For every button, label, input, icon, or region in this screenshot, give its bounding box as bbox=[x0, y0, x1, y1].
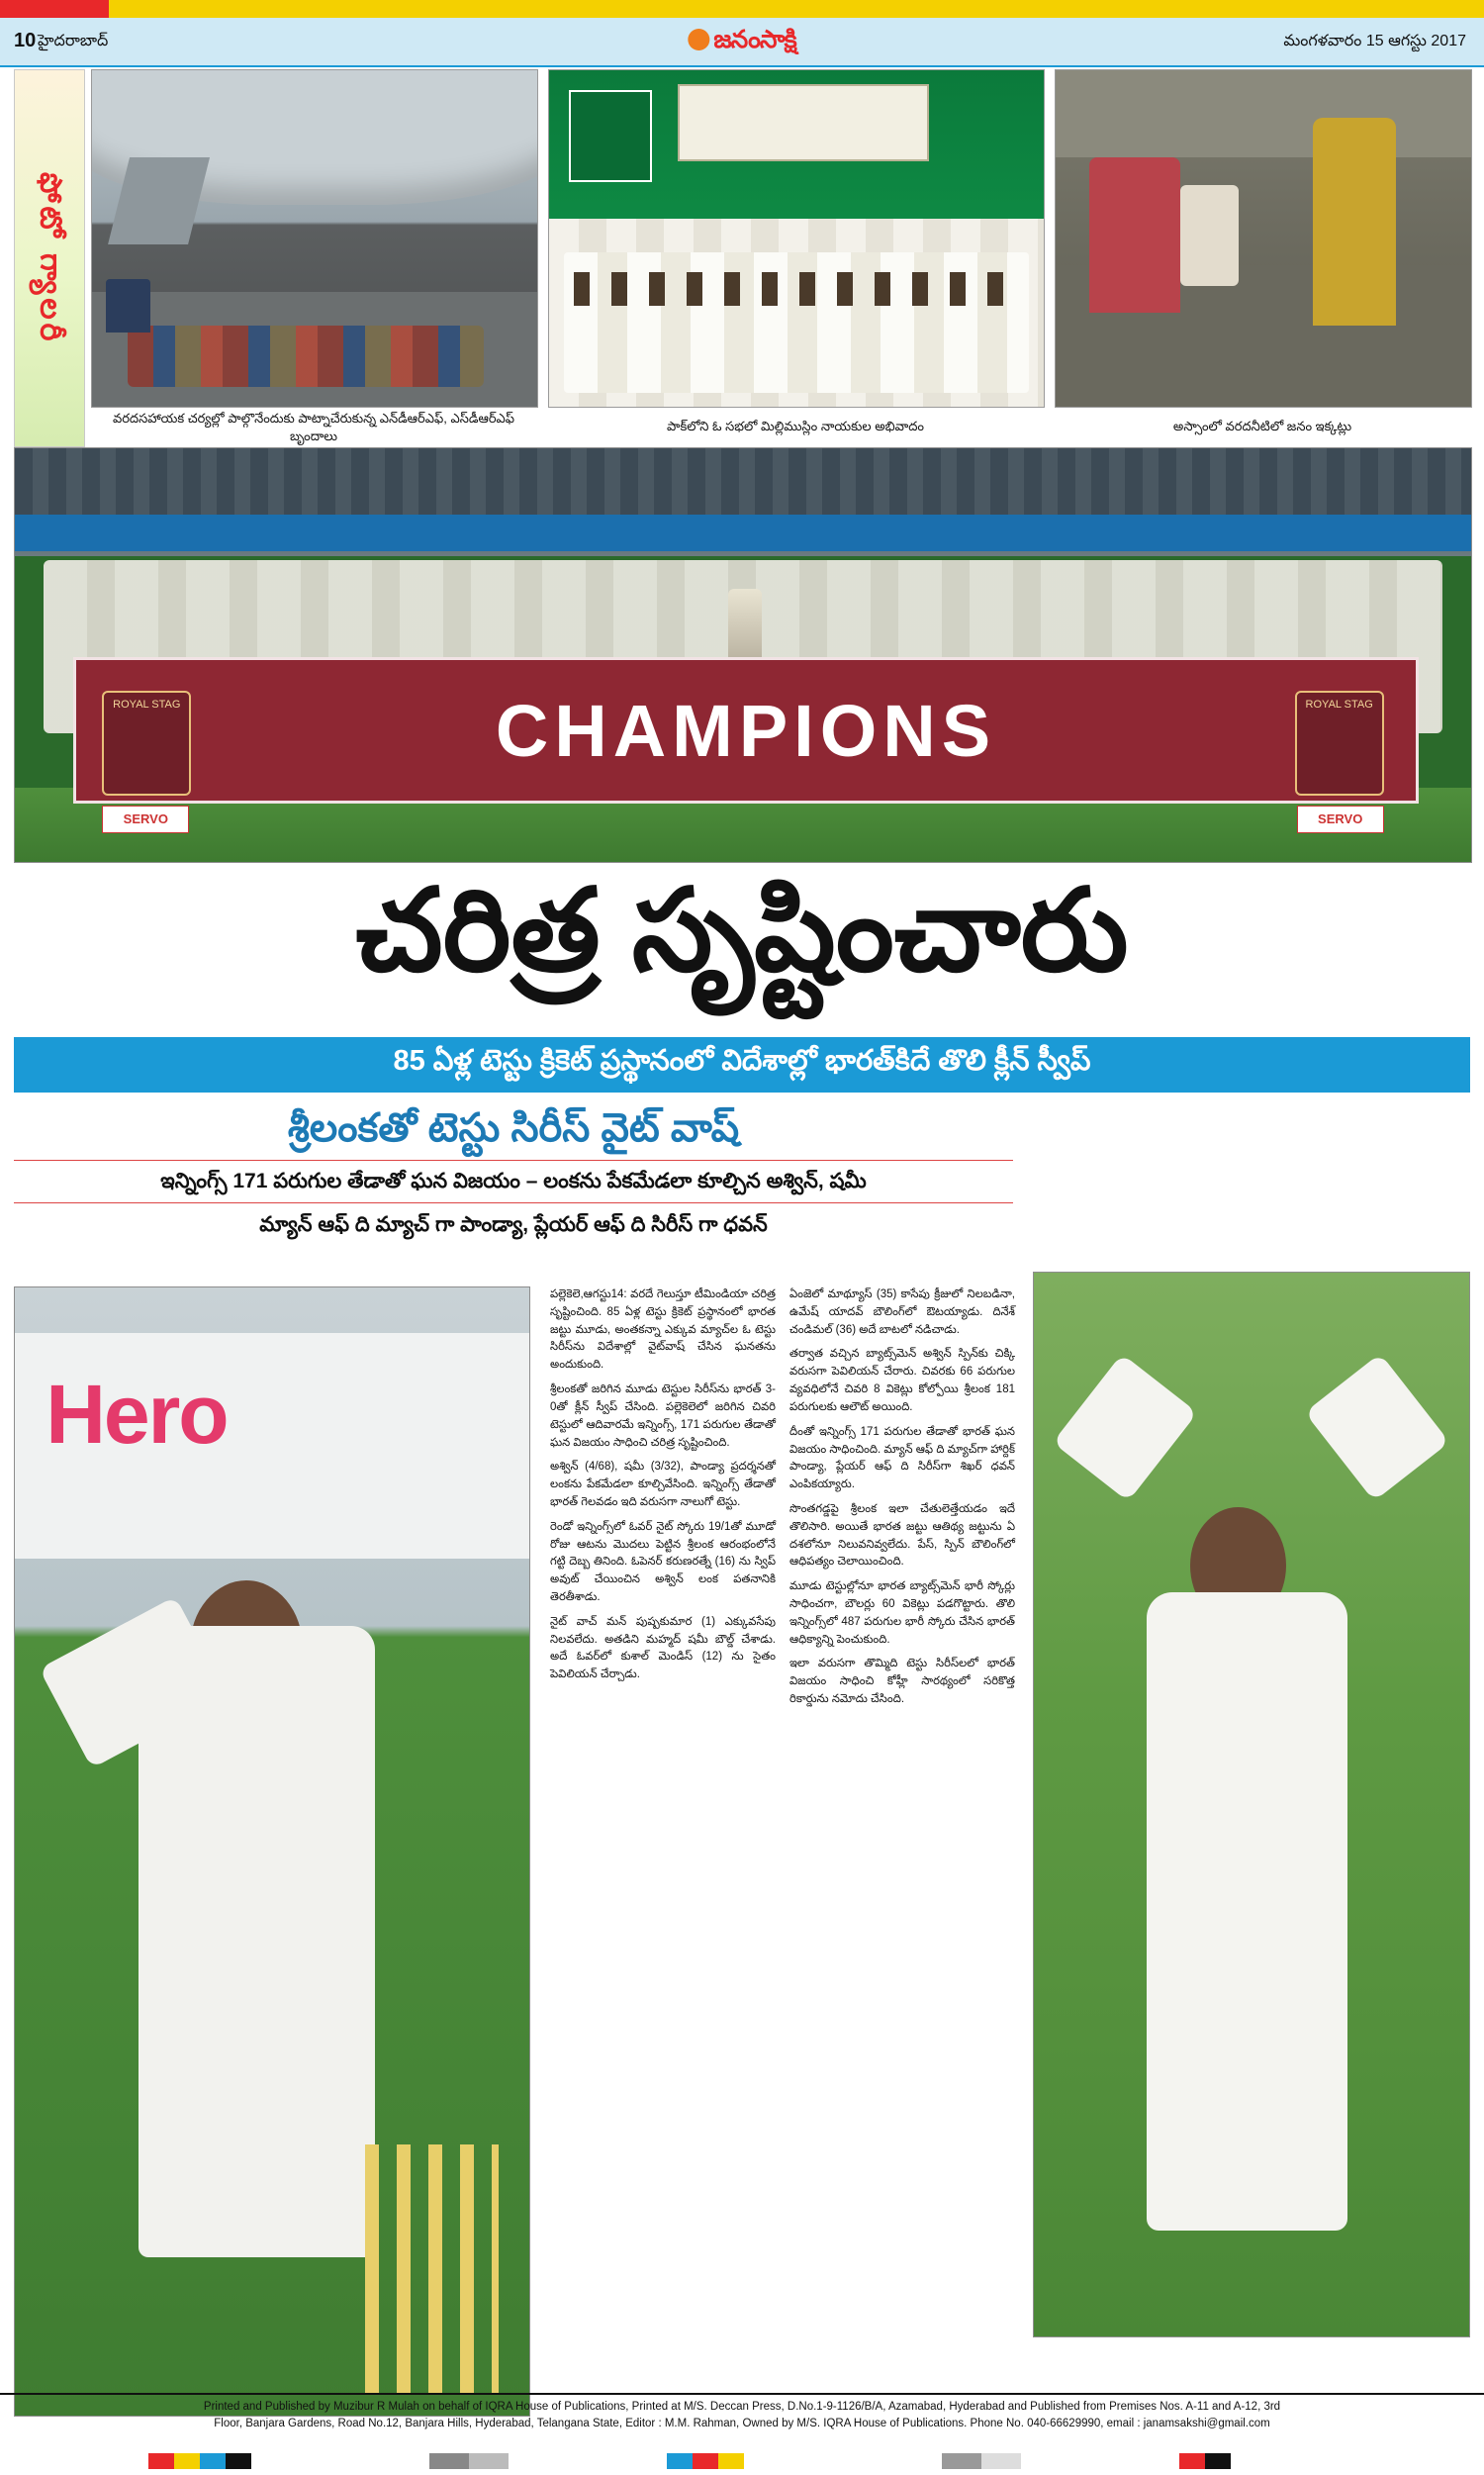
gallery-caption-2: పాక్‌లోని ఓ సభలో మిల్లిముస్లిం నాయకుల అభివాదం bbox=[666, 419, 925, 433]
stumps-icon bbox=[365, 2144, 499, 2393]
subhead-primary: శ్రీలంకతో టెస్టు సిరీస్ వైట్ వాష్ bbox=[287, 1106, 740, 1150]
registration-color-bar bbox=[0, 2453, 1484, 2469]
article-paragraph: ఇలా వరుసగా తొమ్మిది టెస్టు సిరీస్‌లలో భారత్ విజయం సాధించి కోహ్లీ సారథ్యంలో సరికొత్త రికార్డును నమోదు చేసింది. bbox=[789, 1658, 1015, 1706]
logo-text: జనంసాక్షి bbox=[713, 26, 796, 53]
gallery-photo-1 bbox=[91, 69, 538, 408]
divider-1 bbox=[14, 1160, 1013, 1161]
gallery-caption-3: అస్సాంలో వరదనీటిలో జనం ఇక్కట్లు bbox=[1172, 419, 1352, 433]
ribbon-strapline: 85 ఏళ్ల టెస్టు క్రికెట్ ప్రస్థానంలో విదేశాల్లో భారత్‌కిదే తొలి క్లీన్ స్వీప్ bbox=[14, 1037, 1470, 1093]
publication-logo bbox=[688, 26, 795, 60]
article-paragraph: శ్రీలంకతో జరిగిన మూడు టెస్టుల సిరీస్‌ను భారత్ 3-0తో క్లీన్ స్వీప్ చేసింది. పల్లెకెలెలో జరిగిన చివరి టెస్టులో ఆదివారమే ఇన్నింగ్స్, 171 పరుగుల తేడాతో ఘన విజయం సాధించి చరిత్ర సృష్టించింది. bbox=[550, 1383, 776, 1449]
yellow-bar bbox=[0, 0, 1484, 18]
gallery-caption-1: వరదసహాయక చర్యల్లో పాల్గొనేందుకు పాట్నాచేరుకున్న ఎన్‌డీఆర్‌ఎఫ్, ఎస్‌డీఆర్‌ఎఫ్ బృందాలు bbox=[112, 411, 515, 443]
top-color-strip bbox=[0, 0, 1484, 18]
article-paragraph: ఏంజెలో మాథ్యూస్ (35) కాసేపు క్రీజులో నిలబడినా, ఉమేష్ యాదవ్ బౌలింగ్‌లో ఔటయ్యాడు. దినేశ్ చండిమల్ (36) అదే బాటలో నడిచాడు. bbox=[789, 1288, 1015, 1336]
article-paragraph: రెండో ఇన్నింగ్స్‌లో ఓవర్ నైట్ స్కోరు 19/1తో మూడో రోజు ఆటను మొదలు పెట్టిన శ్రీలంక ఆరంభంలోనే గట్టి దెబ్బ తినింది. ఓపెనర్ కరుణరత్నే (16) ను స్విప్ అవుట్ చేయించిన అశ్విన్ లంక పతనానికి తెరతీశాడు. bbox=[550, 1520, 776, 1603]
footer-imprint bbox=[14, 2399, 1470, 2433]
champions-banner bbox=[73, 657, 1419, 804]
subhead-tertiary: మ్యాన్ ఆఫ్ ది మ్యాచ్ గా పాండ్యా, ప్లేయర్ ఆఫ్ ది సిరీస్ గా ధవన్ bbox=[259, 1213, 768, 1236]
article-paragraph: మూడు టెస్టుల్లోనూ భారత బ్యాట్స్‌మెన్ భారీ స్కోర్లు సాధించగా, బౌలర్లు 60 వికెట్లు పడగొట్టారు. తొలి ఇన్నింగ్స్‌లో 487 పరుగుల భారీ స్కోరు చేసిన భారత్ ఆధిక్యాన్ని పెంచుకుంది. bbox=[789, 1580, 1015, 1646]
hero-board-text: Hero bbox=[46, 1367, 228, 1461]
red-bar bbox=[0, 0, 109, 18]
trophy-icon bbox=[728, 589, 762, 662]
divider-2 bbox=[14, 1202, 1013, 1203]
article-body bbox=[550, 1286, 1015, 2415]
article-paragraph: దీంతో ఇన్నింగ్స్ 171 పరుగుల తేడాతో భారత్ ఘన విజయం సాధించింది. మ్యాన్ ఆఫ్ ది మ్యాచ్‌గా హార్దిక్ పాండ్యా, ప్లేయర్ ఆఫ్ ది సిరీస్‌గా శిఖర్ ధవన్ ఎంపికయ్యారు. bbox=[789, 1425, 1015, 1491]
photo-ashwin bbox=[1033, 1272, 1470, 2337]
subhead-secondary: ఇన్నింగ్స్ 171 పరుగుల తేడాతో ఘన విజయం – లంకను పేకమేడలా కూల్చిన అశ్విన్, షమీ bbox=[160, 1170, 867, 1192]
powered-by-right: SERVO bbox=[1297, 806, 1384, 833]
footer-line-2: Floor, Banjara Gardens, Road No.12, Banjara Hills, Hyderabad, Telangana State, Editor : M.M. Rahman, Owned by M/S. IQRA House of Publications. Phone No. 040-66629990, email : janamsakshi@gmail.com bbox=[214, 2418, 1270, 2430]
article-paragraph: అశ్విన్ (4/68), షమీ (3/32), పాండ్యా ప్రదర్శనతో లంకను పేకమేడలా కూల్చివేసింది. ఇన్నింగ్స్ తేడాతో భారత్ గెలవడం ఇది వరుసగా నాలుగో టెస్టు. bbox=[550, 1461, 776, 1508]
page-city: హైదరాబాద్ bbox=[38, 33, 109, 49]
flood-relief-aircraft-image bbox=[92, 70, 537, 407]
gallery-photo-2 bbox=[548, 69, 1045, 408]
logo-dot-icon bbox=[688, 29, 709, 50]
gallery-tab-label: ఫోటో గ్యాలరీ bbox=[34, 171, 67, 345]
article-paragraph: తర్వాత వచ్చిన బ్యాట్స్‌మెన్ అశ్విన్ స్పిన్‌కు చిక్కి వరుసగా పెవిలియన్ చేరారు. చివరకు 66 పరుగుల వ్యవధిలోనే చివరి 8 వికెట్లు కోల్పోయి శ్రీలంక 181 పరుగులకు ఆలౌట్ అయింది. bbox=[789, 1348, 1015, 1413]
date-line: మంగళవారం 15 ఆగస్టు 2017 bbox=[1283, 33, 1466, 49]
article-paragraph: సొంతగడ్డపై శ్రీలంక ఇలా చేతులెత్తేయడం ఇదే తొలిసారి. అయితే భారత జట్టు ఆతిథ్య జట్టును ఏ దశలోనూ నిలువనివ్వలేదు. పేస్, స్పిన్ బౌలింగ్‌లో ఆధిపత్యం చెలాయించింది. bbox=[789, 1502, 1015, 1569]
powered-by-left: SERVO bbox=[102, 806, 189, 833]
article-paragraph: పల్లెకెలె,ఆగస్టు14: వరదే గెలుస్తూ టీమిండియా చరిత్ర సృష్టించింది. 85 ఏళ్ల టెస్టు క్రికెట్ ప్రస్థానంలో భారత జట్టు మూడు, అంతకన్నా ఎక్కువ మ్యాచ్‌ల ఓ టెస్టు సిరీస్‌ను విదేశాల్లో వైట్‌వాష్ చేసిన ఘనతను అందుకుంది. bbox=[550, 1288, 776, 1372]
main-photo-champions bbox=[14, 447, 1472, 863]
champions-banner-text: CHAMPIONS bbox=[495, 689, 997, 772]
footer-divider bbox=[0, 2393, 1484, 2395]
page-headline: చరిత్ర సృష్టించారు bbox=[355, 866, 1129, 995]
stadium-stand bbox=[15, 448, 1471, 523]
photo-gallery bbox=[14, 69, 1470, 445]
page-number: 10 bbox=[14, 30, 37, 51]
sponsor-logo-right: ROYAL STAG bbox=[1295, 691, 1384, 796]
assam-flood-image bbox=[1056, 70, 1471, 407]
pakistan-rally-image bbox=[549, 70, 1044, 407]
boundary-board bbox=[15, 515, 1471, 552]
gallery-tab bbox=[14, 69, 85, 447]
sponsor-logo-left: ROYAL STAG bbox=[102, 691, 191, 796]
footer-line-1: Printed and Published by Muzibur R Mulah on behalf of IQRA House of Publications, Printed at M/S. Deccan Press, D.No.1-9-1126/B/A, Azamabad, Hyderabad and Published from Premises Nos. A-11 and A-12, 3rd bbox=[203, 2401, 1281, 2413]
photo-shami bbox=[14, 1286, 530, 2417]
gallery-photo-3 bbox=[1055, 69, 1472, 408]
article-paragraph: నైట్ వాచ్ మన్ పుష్పకుమార (1) ఎక్కువసేపు నిలవలేదు. అతడిని మహ్మద్ షమీ బౌల్డ్ చేశాడు. అదే ఓవర్‌లో కుశాల్ మెండిస్ (12) ను సైతం పెవిలియన్ చేర్చాడు. bbox=[550, 1615, 776, 1681]
